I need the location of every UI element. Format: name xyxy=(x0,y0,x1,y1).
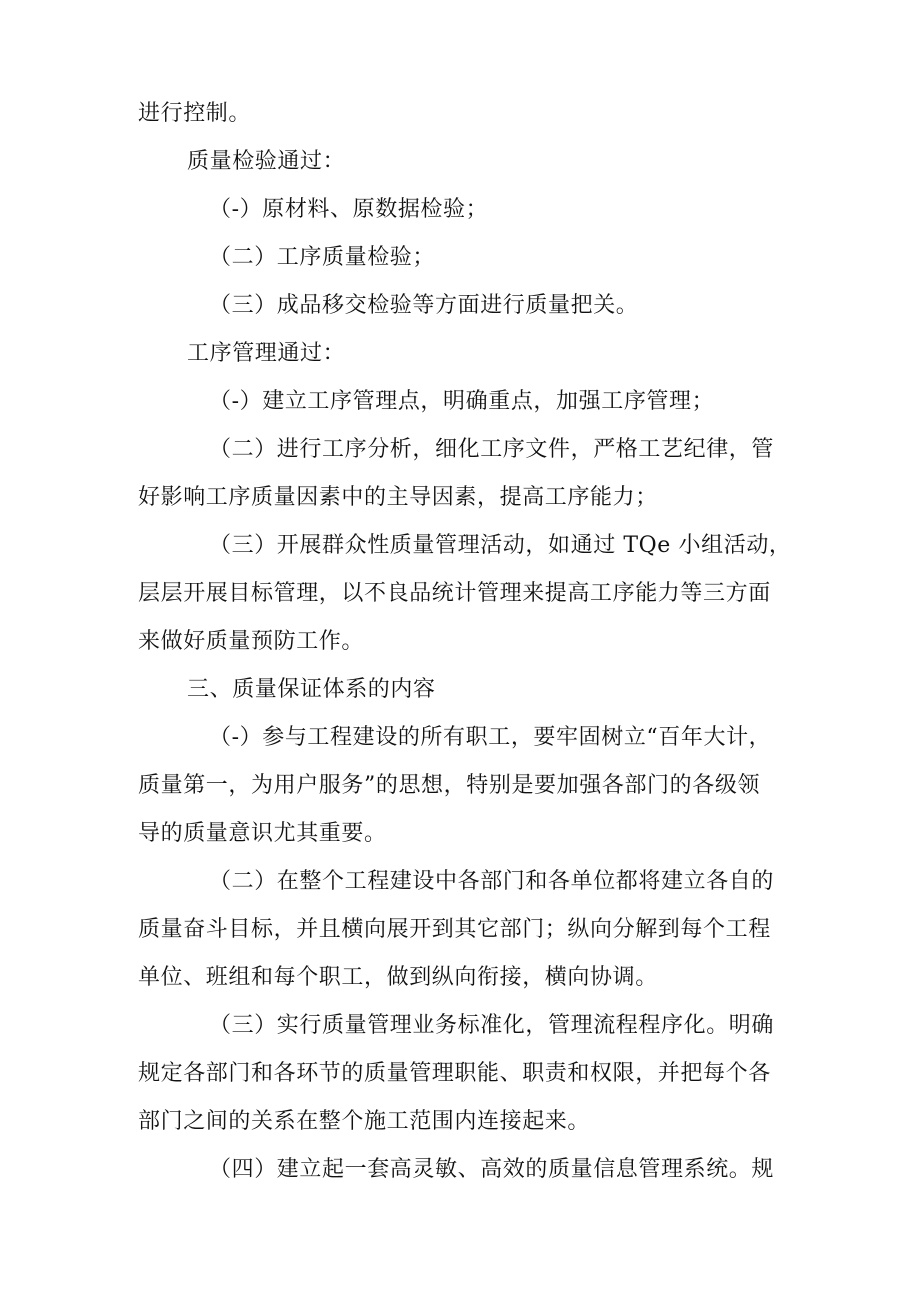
text-line: 导的质量意识尤其重要。 xyxy=(138,821,387,846)
text-line: （二）在整个工程建设中各部门和各单位都将建立各自的 xyxy=(209,869,775,894)
text-line: （二）进行工序分析，细化工序文件，严格工艺纪律，管 xyxy=(209,437,775,462)
text-line: 来做好质量预防工作。 xyxy=(138,629,365,654)
text-line: （-）建立工序管理点，明确重点，加强工序管理； xyxy=(209,389,715,414)
text-line: 部门之间的关系在整个施工范围内连接起来。 xyxy=(138,1109,591,1134)
text-line: （三）开展群众性质量管理活动，如通过 TQe 小组活动， xyxy=(209,533,792,558)
text-line: 规定各部门和各环节的质量管理职能、职责和权限，并把每个各 xyxy=(138,1061,771,1086)
text-line: （二）工序质量检验； xyxy=(209,245,436,270)
text-line: （三）实行质量管理业务标准化，管理流程程序化。明确 xyxy=(209,1013,775,1038)
text-line: 层层开展目标管理，以不良品统计管理来提高工序能力等三方面 xyxy=(138,581,771,606)
text-line: 进行控制。 xyxy=(138,101,252,126)
text-line: 单位、班组和每个职工，做到纵向衔接，横向协调。 xyxy=(138,965,658,990)
section-heading: 三、质量保证体系的内容 xyxy=(187,677,436,702)
text-line: （四）建立起一套高灵敏、高效的质量信息管理系统。规 xyxy=(209,1157,775,1182)
text-line: 好影响工序质量因素中的主导因素，提高工序能力； xyxy=(138,485,658,510)
text-line: 质量检验通过： xyxy=(187,149,346,174)
text-line: （-）参与工程建设的所有职工，要牢固树立“百年大计， xyxy=(209,725,772,750)
text-line: 质量第一，为用户服务”的思想，特别是要加强各部门的各级领 xyxy=(138,773,761,798)
text-line: （-）原材料、原数据检验； xyxy=(209,197,489,222)
text-line: （三）成品移交检验等方面进行质量把关。 xyxy=(209,293,639,318)
text-line: 质量奋斗目标，并且横向展开到其它部门；纵向分解到每个工程 xyxy=(138,917,771,942)
text-line: 工序管理通过： xyxy=(187,341,346,366)
